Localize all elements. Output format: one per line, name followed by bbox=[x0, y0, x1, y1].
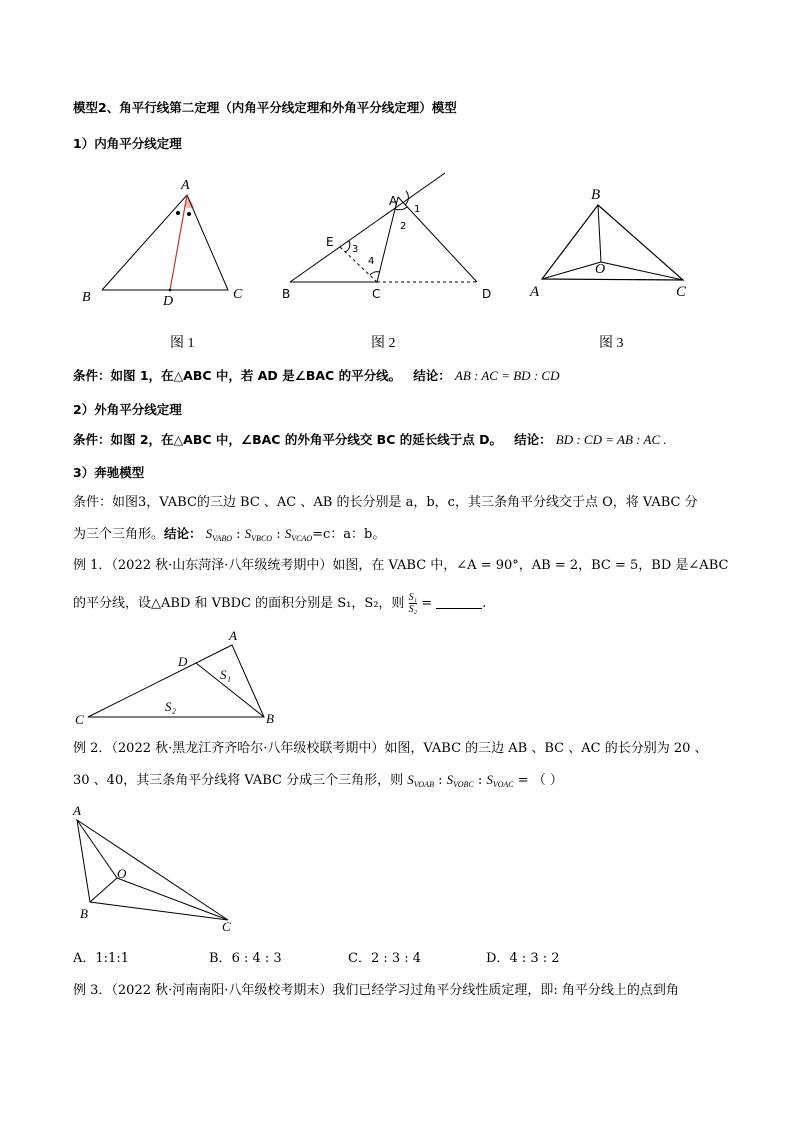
fig1-label-d: D bbox=[163, 294, 174, 309]
fig3-label-o: O bbox=[595, 262, 606, 277]
example-2-line1: 例 2．（2022 秋·黑龙江齐齐哈尔·八年级校联考期中）如图，VABC 的三边 AB 、BC 、AC 的长分别为 20 、 bbox=[73, 741, 708, 756]
fig2-angle-2: 2 bbox=[400, 221, 407, 232]
condition-2: 条件：如图 2，在△ABC 中，∠BAC 的外角平分线交 BC 的延长线于点 D。 结论： BD : CD = AB : AC . bbox=[73, 432, 667, 447]
fig2-caption: 图 2 bbox=[371, 336, 396, 351]
fig5-label-b: B bbox=[80, 906, 88, 921]
section-heading-3: 3）奔驰模型 bbox=[73, 465, 145, 480]
fig4-label-a: A bbox=[229, 628, 237, 643]
fig2-label-c: C bbox=[372, 287, 381, 301]
fig2-label-a: A bbox=[389, 194, 398, 208]
fig1-label-b: B bbox=[82, 290, 91, 305]
fig5-label-c: C bbox=[222, 919, 231, 934]
fig1-caption: 图 1 bbox=[170, 336, 195, 351]
fig3-label-b: B bbox=[591, 187, 601, 203]
option-b[interactable]: B．6 : 4 : 3 bbox=[209, 951, 282, 966]
fig4-label-s2: S₂ bbox=[165, 699, 177, 714]
example-1-line1: 例 1．（2022 秋·山东菏泽·八年级统考期中）如图，在 VABC 中，∠A = 90°，AB = 2，BC = 5，BD 是∠ABC bbox=[73, 558, 729, 573]
fig2-label-e: E bbox=[326, 235, 334, 249]
condition-1: 条件：如图 1，在△ABC 中，若 AD 是∠BAC 的平分线。 结论： AB : AC = BD : CD bbox=[73, 368, 560, 383]
example-3-line1: 例 3．（2022 秋·河南南阳·八年级校考期末）我们已经学习过角平分线性质定理，即: 角平分线上的点到角 bbox=[73, 983, 679, 998]
fig1-label-a: A bbox=[181, 178, 190, 193]
section-heading-1: 1）内角平分线定理 bbox=[73, 136, 182, 151]
fig4-label-c: C bbox=[75, 712, 84, 727]
fig4-label-s1: S₁ bbox=[220, 667, 232, 682]
fig1-label-c: C bbox=[233, 287, 243, 302]
fig4-label-b: B bbox=[266, 711, 274, 726]
fig2-angle-1: 1 bbox=[414, 204, 421, 215]
example-1-line2: 的平分线，设△ABD 和 VBDC 的面积分别是 S₁，S₂，则 $\frac{\text{S₁}}{\text{S₂}}$ = . bbox=[73, 592, 487, 615]
fig3-caption: 图 3 bbox=[599, 336, 624, 351]
fig2-angle-4: 4 bbox=[368, 256, 375, 267]
section-heading-2: 2）外角平分线定理 bbox=[73, 402, 182, 417]
fig2-label-b: B bbox=[282, 287, 291, 301]
condition-3-line1: 条件：如图3，VABC的三边 BC 、AC 、AB 的长分别是 a，b，c，其三条角平分线交于点 O，将 VABC 分 bbox=[73, 495, 698, 510]
fig4-label-d: D bbox=[178, 654, 188, 669]
fig5-label-a: A bbox=[73, 803, 81, 818]
option-d[interactable]: D．4 : 3 : 2 bbox=[486, 951, 560, 966]
fig5-label-o: O bbox=[117, 866, 127, 881]
fig3-label-c: C bbox=[676, 284, 687, 300]
fig2-angle-3: 3 bbox=[352, 244, 359, 255]
model-heading: 模型2、角平行线第二定理（内角平分线定理和外角平分线定理）模型 bbox=[73, 100, 457, 115]
condition-3-line2: 为三个三角形。结论： $S_{VABO}$ : $S_{VBCO}$ : $S_{VCAO}=c$：a：b。 bbox=[73, 526, 386, 543]
fig2-label-d: D bbox=[482, 287, 492, 301]
fraction-s1-s2: $\frac{\text{S₁}}{\text{S₂}}$ bbox=[408, 592, 418, 615]
fig3-label-a: A bbox=[530, 284, 540, 300]
option-a[interactable]: A．1:1:1 bbox=[73, 951, 129, 966]
option-c[interactable]: C．2 : 3 : 4 bbox=[348, 951, 422, 966]
example-2-line2: 30 、40，其三条角平分线将 VABC 分成三个三角形，则 $S_{VOAB}$ : $S_{VOBC}$ : $S_{VOAC}$ = （ ） bbox=[73, 772, 563, 789]
